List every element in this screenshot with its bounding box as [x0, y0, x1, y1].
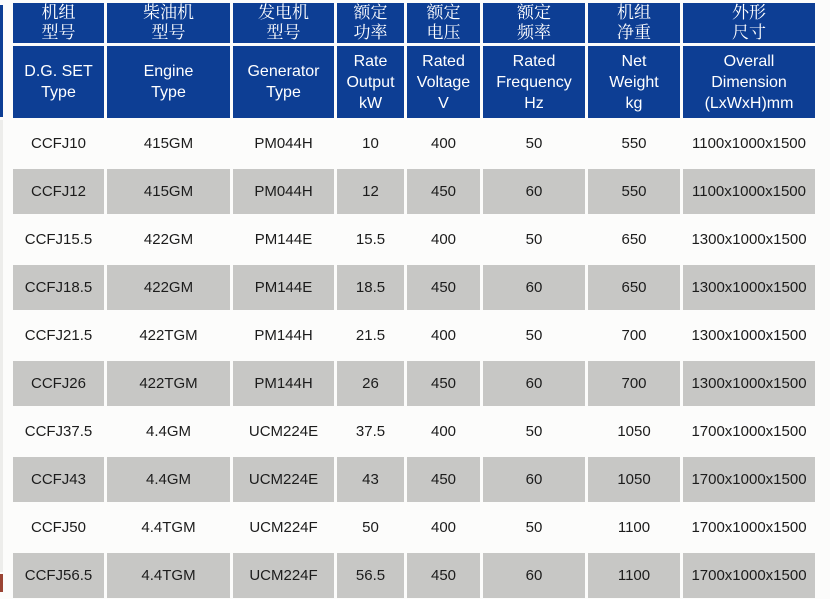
- cell-rate-output: 43: [337, 457, 404, 502]
- header-line: 机组: [41, 3, 76, 22]
- cell-overall-dimension: 1300x1000x1500: [683, 217, 815, 262]
- cell-overall-dimension: 1700x1000x1500: [683, 457, 815, 502]
- header-line: 发电机: [258, 3, 309, 22]
- cell-rated-frequency: 50: [483, 505, 585, 550]
- cell-rate-output: 50: [337, 505, 404, 550]
- cell-net-weight: 650: [588, 217, 680, 262]
- header-line: 额定: [517, 3, 551, 22]
- cell-overall-dimension: 1300x1000x1500: [683, 361, 815, 406]
- column-header-cn-rate-output: [337, 3, 404, 43]
- cell-overall-dimension: 1100x1000x1500: [683, 121, 815, 166]
- table-row-CCFJ10: [13, 121, 815, 166]
- cell-engine-type: 4.4GM: [107, 457, 230, 502]
- cell-rate-output: 10: [337, 121, 404, 166]
- header-line: Engine: [143, 63, 194, 80]
- column-header-cn-generator-type: [233, 3, 334, 43]
- header-line: Generator: [247, 63, 320, 80]
- header-line: 尺寸: [732, 23, 766, 42]
- cell-rate-output: 26: [337, 361, 404, 406]
- column-header-cn-overall-dimension: [683, 3, 815, 43]
- column-header-en-overall-dimension: [683, 46, 815, 118]
- column-header-cn-dg-set-type: [13, 3, 104, 43]
- header-line: Type: [41, 84, 76, 101]
- table-row-CCFJ43: [13, 457, 815, 502]
- cell-generator-type: PM144H: [233, 361, 334, 406]
- cell-rated-frequency: 60: [483, 457, 585, 502]
- header-line: Overall: [723, 52, 775, 70]
- cell-rated-frequency: 50: [483, 121, 585, 166]
- cell-dg-set-type: CCFJ21.5: [13, 313, 104, 358]
- column-header-en-dg-set-type: [13, 46, 104, 118]
- cell-overall-dimension: 1700x1000x1500: [683, 553, 815, 598]
- left-edge-gray-sliver: [0, 120, 3, 572]
- cell-engine-type: 4.4GM: [107, 409, 230, 454]
- header-row-chinese: [13, 3, 815, 43]
- header-line: (LxWxH)mm: [704, 94, 794, 112]
- cell-net-weight: 550: [588, 121, 680, 166]
- cell-net-weight: 1100: [588, 505, 680, 550]
- cell-engine-type: 422GM: [107, 265, 230, 310]
- header-line: 额定: [426, 3, 461, 22]
- column-header-cn-rated-frequency: [483, 3, 585, 43]
- header-line: Rated: [512, 52, 556, 70]
- cell-generator-type: PM044H: [233, 169, 334, 214]
- cell-dg-set-type: CCFJ12: [13, 169, 104, 214]
- cell-rated-frequency: 60: [483, 265, 585, 310]
- cell-overall-dimension: 1300x1000x1500: [683, 265, 815, 310]
- column-header-en-engine-type: [107, 46, 230, 118]
- cell-rated-voltage: 400: [407, 121, 480, 166]
- cell-dg-set-type: CCFJ18.5: [13, 265, 104, 310]
- table-row-CCFJ15.5: [13, 217, 815, 262]
- cell-rated-voltage: 450: [407, 553, 480, 598]
- cell-net-weight: 1050: [588, 409, 680, 454]
- cell-dg-set-type: CCFJ50: [13, 505, 104, 550]
- header-line: 净重: [617, 23, 651, 42]
- cell-overall-dimension: 1300x1000x1500: [683, 313, 815, 358]
- column-header-cn-net-weight: [588, 3, 680, 43]
- generator-spec-table: [10, 0, 818, 599]
- cell-overall-dimension: 1700x1000x1500: [683, 505, 815, 550]
- header-line: 频率: [517, 23, 551, 42]
- cell-engine-type: 422TGM: [107, 361, 230, 406]
- column-header-cn-engine-type: [107, 3, 230, 43]
- header-line: 功率: [353, 23, 388, 42]
- cell-engine-type: 4.4TGM: [107, 505, 230, 550]
- cell-net-weight: 700: [588, 361, 680, 406]
- header-line: kg: [625, 94, 643, 112]
- cell-rated-voltage: 400: [407, 313, 480, 358]
- cell-net-weight: 1050: [588, 457, 680, 502]
- table-row-CCFJ37.5: [13, 409, 815, 454]
- header-line: Type: [151, 84, 186, 101]
- cell-engine-type: 4.4TGM: [107, 553, 230, 598]
- cell-rated-frequency: 50: [483, 313, 585, 358]
- cell-dg-set-type: CCFJ26: [13, 361, 104, 406]
- cell-rated-frequency: 60: [483, 169, 585, 214]
- cell-rated-frequency: 50: [483, 409, 585, 454]
- header-line: D.G. SET: [24, 63, 93, 80]
- header-line: V: [438, 94, 449, 112]
- header-line: Weight: [609, 73, 659, 91]
- cell-overall-dimension: 1700x1000x1500: [683, 409, 815, 454]
- cell-rated-voltage: 400: [407, 505, 480, 550]
- left-edge-blue-sliver: [0, 5, 3, 117]
- header-line: kW: [358, 94, 383, 112]
- table-row-CCFJ21.5: [13, 313, 815, 358]
- header-line: Rated: [422, 52, 465, 70]
- cell-dg-set-type: CCFJ37.5: [13, 409, 104, 454]
- table-row-CCFJ18.5: [13, 265, 815, 310]
- header-line: Net: [621, 52, 647, 70]
- cell-rated-frequency: 60: [483, 361, 585, 406]
- cell-engine-type: 415GM: [107, 121, 230, 166]
- cell-engine-type: 422GM: [107, 217, 230, 262]
- header-line: 型号: [41, 23, 76, 42]
- header-line: 电压: [426, 23, 461, 42]
- cell-rated-frequency: 60: [483, 553, 585, 598]
- column-header-en-generator-type: [233, 46, 334, 118]
- header-line: Dimension: [711, 73, 787, 91]
- cell-rate-output: 15.5: [337, 217, 404, 262]
- cell-rate-output: 21.5: [337, 313, 404, 358]
- cell-net-weight: 700: [588, 313, 680, 358]
- cell-rated-voltage: 450: [407, 361, 480, 406]
- cell-generator-type: PM044H: [233, 121, 334, 166]
- cell-rated-frequency: 50: [483, 217, 585, 262]
- table-row-CCFJ56.5: [13, 553, 815, 598]
- cell-dg-set-type: CCFJ10: [13, 121, 104, 166]
- cell-dg-set-type: CCFJ56.5: [13, 553, 104, 598]
- header-line: 外形: [732, 3, 766, 22]
- cell-rated-voltage: 400: [407, 409, 480, 454]
- table-row-CCFJ12: [13, 169, 815, 214]
- cell-net-weight: 650: [588, 265, 680, 310]
- cell-engine-type: 422TGM: [107, 313, 230, 358]
- cell-generator-type: UCM224F: [233, 505, 334, 550]
- header-line: 柴油机: [143, 3, 194, 22]
- header-line: Hz: [524, 94, 544, 112]
- cell-rated-voltage: 450: [407, 457, 480, 502]
- cell-rated-voltage: 450: [407, 169, 480, 214]
- cell-dg-set-type: CCFJ15.5: [13, 217, 104, 262]
- column-header-cn-rated-voltage: [407, 3, 480, 43]
- header-line: Frequency: [496, 73, 572, 91]
- cell-generator-type: UCM224F: [233, 553, 334, 598]
- header-line: 型号: [151, 23, 186, 42]
- cell-rate-output: 56.5: [337, 553, 404, 598]
- column-header-en-net-weight: [588, 46, 680, 118]
- cell-net-weight: 550: [588, 169, 680, 214]
- header-line: 机组: [617, 3, 651, 22]
- cell-generator-type: PM144E: [233, 217, 334, 262]
- cell-overall-dimension: 1100x1000x1500: [683, 169, 815, 214]
- column-header-en-rated-voltage: [407, 46, 480, 118]
- table-row-CCFJ50: [13, 505, 815, 550]
- cell-generator-type: PM144E: [233, 265, 334, 310]
- left-edge-red-sliver: [0, 574, 3, 592]
- header-line: 额定: [353, 3, 388, 22]
- header-line: Output: [346, 73, 395, 91]
- column-header-en-rated-frequency: [483, 46, 585, 118]
- cell-rated-voltage: 450: [407, 265, 480, 310]
- table-header: [13, 3, 815, 118]
- cell-engine-type: 415GM: [107, 169, 230, 214]
- header-line: Rate: [353, 52, 388, 70]
- cell-dg-set-type: CCFJ43: [13, 457, 104, 502]
- cell-rate-output: 18.5: [337, 265, 404, 310]
- header-line: 型号: [266, 23, 301, 42]
- cell-net-weight: 1100: [588, 553, 680, 598]
- column-header-en-rate-output: [337, 46, 404, 118]
- header-row-english: [13, 46, 815, 118]
- cell-generator-type: UCM224E: [233, 457, 334, 502]
- cell-rate-output: 12: [337, 169, 404, 214]
- header-line: Type: [266, 84, 301, 101]
- cell-rate-output: 37.5: [337, 409, 404, 454]
- cell-generator-type: PM144H: [233, 313, 334, 358]
- cell-rated-voltage: 400: [407, 217, 480, 262]
- table-body: [13, 121, 815, 598]
- header-line: Voltage: [416, 73, 471, 91]
- cell-generator-type: UCM224E: [233, 409, 334, 454]
- table-row-CCFJ26: [13, 361, 815, 406]
